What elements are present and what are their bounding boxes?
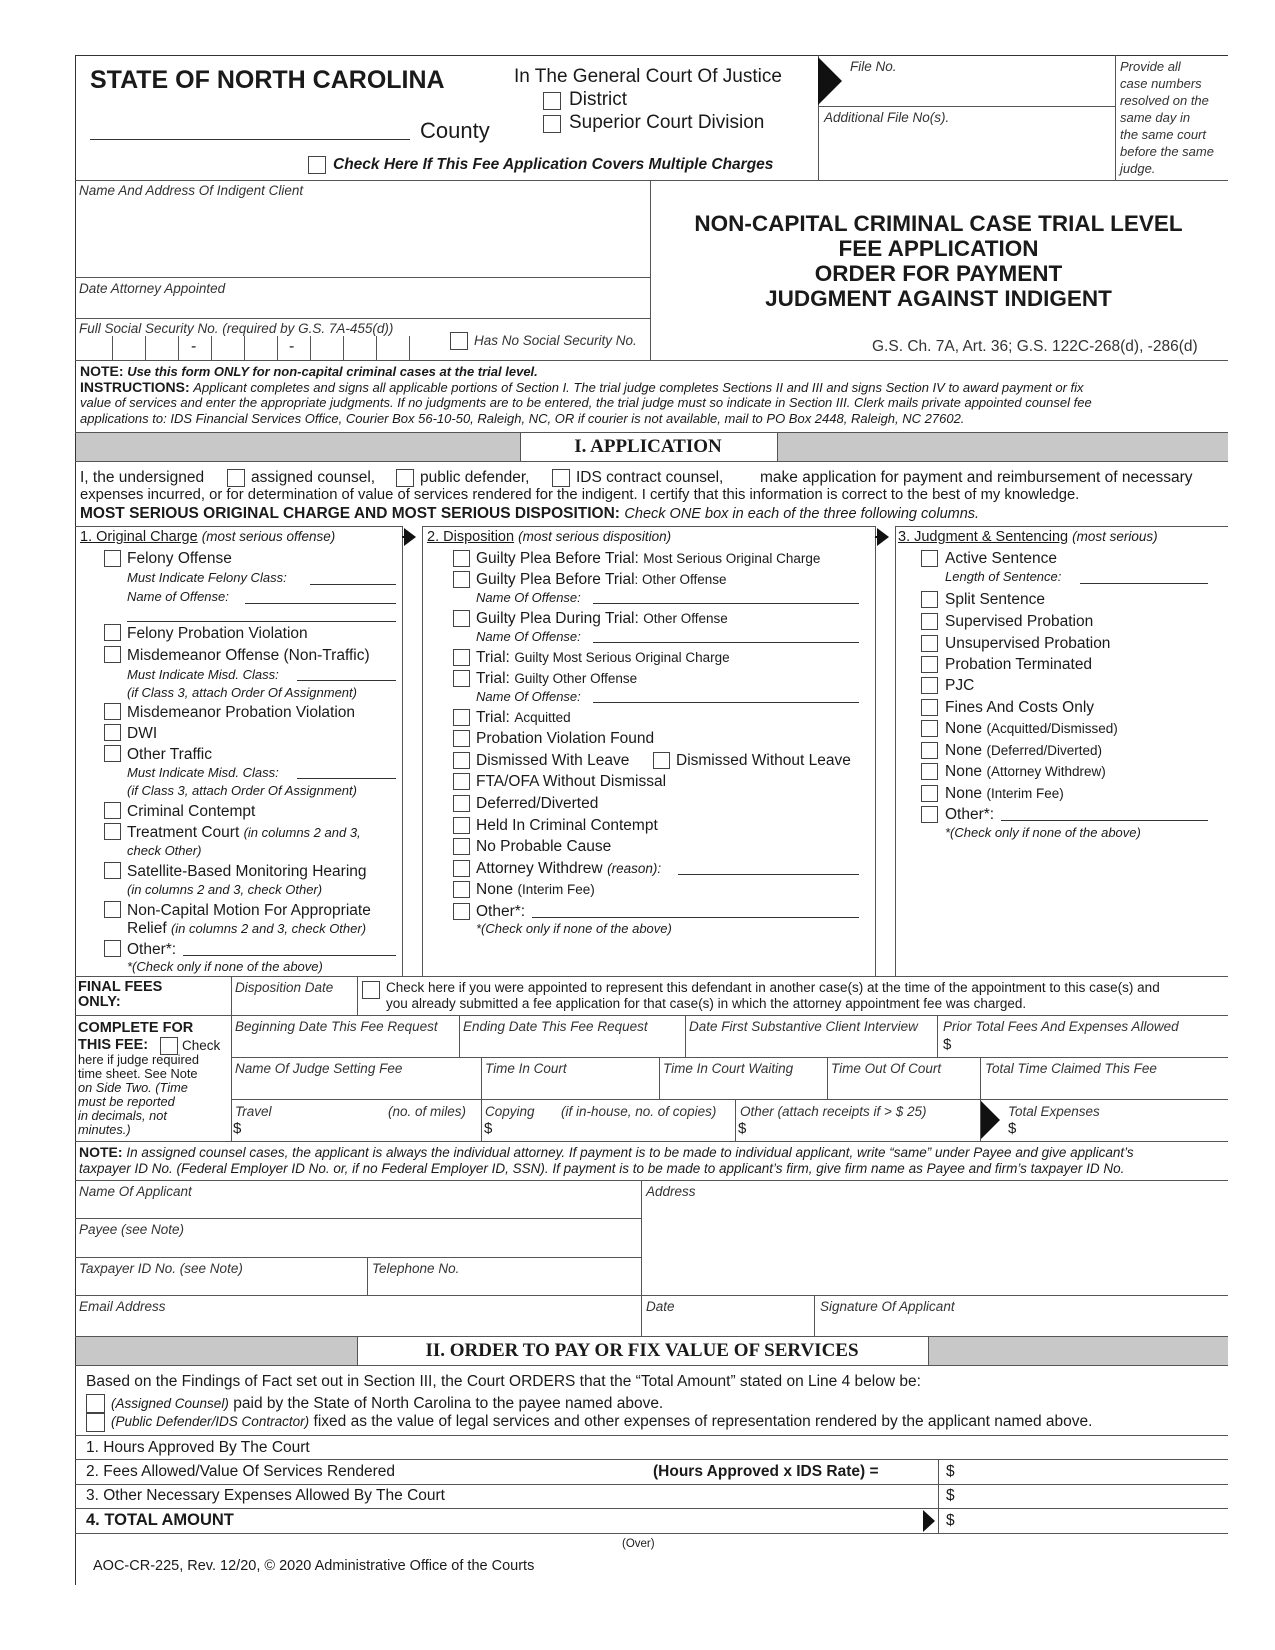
instructions: NOTE: Use this form ONLY for non-capital criminal cases at the trial level. INSTRUCTIONS: Applicant completes and signs all applicable portions of Section I. The trial judge completes Sections II and III and signs Section IV to award payment or fix value of services and enter the appropriate judgments. If no judgments are to be entered, the trial judge must so indicate in Section III. Clerk mails private appointed counsel fee applications to: IDS Financial Services Office, Courier Box 56-10-50, Raleigh, NC, OR if courier is not available, mail to PO Box 2448, Raleigh, NC 27602. [80,363,1092,426]
none-deferred-checkbox[interactable] [921,742,938,759]
ids-counsel-checkbox[interactable] [552,469,570,487]
final-fees-label: FINAL FEES ONLY: [78,979,163,1010]
superior-label: Superior Court Division [569,112,765,133]
travel-dollar: $ [233,1120,242,1137]
total-amount-label: 4. TOTAL AMOUNT [86,1511,234,1529]
signature-label: Signature Of Applicant [820,1299,955,1314]
col1-other-label: Other*: [127,941,177,958]
fees-formula: (Hours Approved x IDS Rate) = [653,1463,879,1480]
felony-probation-checkbox[interactable] [104,624,121,641]
no-ssn-checkbox[interactable] [450,332,468,350]
treatment-court-label: Treatment Court (in columns 2 and 3, [127,824,361,841]
travel-label: Travel [235,1104,272,1119]
begin-date-label: Beginning Date This Fee Request [235,1019,438,1034]
section2-title: II. ORDER TO PAY OR FIX VALUE OF SERVICES [425,1340,859,1361]
no-probable-cause-checkbox[interactable] [453,838,470,855]
held-contempt-checkbox[interactable] [453,817,470,834]
total-exp-label: Total Expenses [1008,1104,1100,1119]
dismissed-without-leave-label: Dismissed Without Leave [676,752,851,769]
miles-label: (no. of miles) [388,1104,467,1119]
total-amount-dollar: $ [946,1512,955,1529]
email-label: Email Address [79,1299,166,1314]
treatment-court-note: check Other) [127,843,202,858]
payee-label: Payee (see Note) [79,1222,185,1237]
other-case-checkbox[interactable] [362,981,380,999]
client-name-field[interactable] [76,200,649,276]
file-arrow-icon [818,57,842,105]
mar-label: Non-Capital Motion For Appropriate [127,902,371,919]
end-date-label: Ending Date This Fee Request [463,1019,648,1034]
most-serious-heading: MOST SERIOUS ORIGINAL CHARGE AND MOST SERIOUS DISPOSITION: Check ONE box in each of the three following columns. [80,505,980,522]
supervised-probation-label: Supervised Probation [945,613,1094,630]
supervised-probation-checkbox[interactable] [921,613,938,630]
trial-guilty-other-label: Trial: Guilty Other Offense [476,670,638,687]
statute-citation: G.S. Ch. 7A, Art. 36; G.S. 122C-268(d), -286(d) [872,338,1198,355]
deferred-label: Deferred/Diverted [476,795,599,812]
col1-other-note: *(Check only if none of the above) [127,959,323,974]
other-traffic-label: Other Traffic [127,746,212,763]
other-expenses-dollar: $ [946,1487,955,1504]
split-sentence-checkbox[interactable] [921,591,938,608]
col3-heading: 3. Judgment & Sentencing [898,529,1069,545]
misdemeanor-label: Misdemeanor Offense (Non-Traffic) [127,647,370,664]
judge-name-label: Name Of Judge Setting Fee [235,1061,403,1076]
intro-undersigned: I, the undersigned [80,469,205,486]
misd-probation-checkbox[interactable] [104,703,121,720]
section1-title: I. APPLICATION [574,436,722,457]
copying-dollar: $ [484,1120,493,1137]
misd-class-label-2: Must Indicate Misd. Class: [127,765,279,780]
intro-application: make application for payment and reimbursement of necessary [760,469,1193,486]
findings-text: Based on the Findings of Fact set out in Section III, the Court ORDERS that the “Total Amount” stated on Line 4 below be: [86,1373,921,1390]
complete-for-label: COMPLETE FOR [78,1020,194,1036]
public-defender-checkbox[interactable] [396,469,414,487]
fines-costs-checkbox[interactable] [921,699,938,716]
col2-none-label: None (Interim Fee) [476,881,595,898]
applicant-name-label: Name Of Applicant [79,1184,192,1199]
col3-other-label: Other*: [945,806,995,823]
total-time-label: Total Time Claimed This Fee [985,1061,1157,1076]
unsupervised-probation-checkbox[interactable] [921,635,938,652]
multiple-charges-checkbox[interactable] [308,156,326,174]
criminal-contempt-label: Criminal Contempt [127,803,256,820]
mar-label-2: Relief (in columns 2 and 3, check Other) [127,920,367,937]
col2-other-label: Other*: [476,903,526,920]
this-fee-label: THIS FEE: [78,1037,149,1053]
first-interview-label: Date First Substantive Client Interview [689,1019,918,1034]
none-deferred-label: None (Deferred/Diverted) [945,742,1103,759]
time-court-label: Time In Court [485,1061,567,1076]
assigned-counsel-checkbox[interactable] [227,469,245,487]
col2-heading: 2. Disposition [427,529,515,545]
district-checkbox[interactable] [543,92,561,110]
active-sentence-label: Active Sentence [945,550,1058,567]
county-label: County [420,118,490,143]
fta-checkbox[interactable] [453,773,470,790]
pd-order-checkbox[interactable] [86,1413,105,1432]
form-title: NON-CAPITAL CRIMINAL CASE TRIAL LEVEL FEE APPLICATION ORDER FOR PAYMENT JUDGMENT AGAINST INDIGENT [694,211,1183,311]
none-acquitted-label: None (Acquitted/Dismissed) [945,720,1118,737]
col2-other-checkbox[interactable] [453,903,470,920]
class3-note: (if Class 3, attach Order Of Assignment) [127,685,357,700]
guilty-plea-before-other-label: Guilty Plea Before Trial: Other Offense [476,571,727,588]
misdemeanor-checkbox[interactable] [104,646,121,663]
none-acquitted-checkbox[interactable] [921,720,938,737]
col2-other-note: *(Check only if none of the above) [476,921,672,936]
satellite-note: (in columns 2 and 3, check Other) [127,882,323,897]
name-offense-label-3: Name Of Offense: [476,689,581,704]
public-defender-label: public defender, [420,469,530,486]
dwi-label: DWI [127,725,158,742]
held-contempt-label: Held In Criminal Contempt [476,817,658,834]
other-traffic-checkbox[interactable] [104,745,121,762]
col3-other-note: *(Check only if none of the above) [945,825,1141,840]
trial-acquitted-checkbox[interactable] [453,709,470,726]
dismissed-with-leave-checkbox[interactable] [453,752,470,769]
guilty-plea-before-most-checkbox[interactable] [453,550,470,567]
time-out-label: Time Out Of Court [831,1061,942,1076]
fines-costs-label: Fines And Costs Only [945,699,1095,716]
form-id: AOC-CR-225, Rev. 12/20, © 2020 Administrative Office of the Courts [93,1558,535,1574]
over-label: (Over) [622,1538,655,1550]
district-label: District [569,89,628,110]
state-title: STATE OF NORTH CAROLINA [90,66,445,94]
guilty-plea-before-other-checkbox[interactable] [453,571,470,588]
guilty-plea-before-most-label: Guilty Plea Before Trial: Most Serious Original Charge [476,550,821,567]
assigned-counsel-label: assigned counsel, [251,469,376,486]
deferred-checkbox[interactable] [453,795,470,812]
criminal-contempt-checkbox[interactable] [104,802,121,819]
trial-acquitted-label: Trial: Acquitted [476,709,571,726]
other-exp-label: Other (attach receipts if > $ 25) [740,1104,927,1119]
date-appointed-label: Date Attorney Appointed [79,281,226,296]
probation-found-checkbox[interactable] [453,730,470,747]
probation-terminated-checkbox[interactable] [921,656,938,673]
col1-other-checkbox[interactable] [104,940,121,957]
intro-certify: expenses incurred, or for determination of value of services rendered for the indigent. I certify that this information is correct to the best of my knowledge. [80,487,1080,503]
none-interim-checkbox[interactable] [921,785,938,802]
telephone-label: Telephone No. [372,1261,460,1276]
pd-order-label: (Public Defender/IDS Contractor) fixed as the value of legal services and other expenses of representation rendered by the applicant named above. [111,1413,1093,1430]
fees-allowed-label: 2. Fees Allowed/Value Of Services Rendered [86,1463,396,1480]
unsupervised-probation-label: Unsupervised Probation [945,635,1111,652]
other-case-note-2: you already submitted a fee application for that case(s) in which the attorney appointment fee was charged. [386,996,1027,1011]
payee-note: NOTE: In assigned counsel cases, the applicant is always the individual attorney. If payment is to be made to individual applicant, write “same” under Payee and give applicant’s taxpayer ID No. (Federal Employer ID No. or, if no Federal Employer ID, SSN). If payment is to be made to applicant’s firm, give firm name as Payee and firm’s taxpayer ID No. [79,1144,1134,1176]
disposition-date-label: Disposition Date [235,980,334,995]
provide-note: Provide all case numbers resolved on the same day in the same court before the same judge. [1120,59,1214,176]
hours-approved-label: 1. Hours Approved By The Court [86,1439,310,1456]
col3-other-checkbox[interactable] [921,806,938,823]
date-label: Date [646,1299,675,1314]
none-interim-label: None (Interim Fee) [945,785,1064,802]
guilty-plea-during-checkbox[interactable] [453,610,470,627]
dismissed-without-leave-checkbox[interactable] [653,752,670,769]
time-sheet-note: here if judge required time sheet. See Note on Side Two. (Time must be reported in decimals, not minutes.) [78,1052,199,1137]
multiple-charges-label: Check Here If This Fee Application Covers Multiple Charges [333,156,774,173]
ssn-label: Full Social Security No. (required by G.S. 7A-455(d)) [79,321,394,336]
total-exp-arrow-icon [981,1101,1000,1139]
felony-offense-label: Felony Offense [127,550,232,567]
additional-file-label: Additional File No(s). [824,110,950,125]
length-sentence-label: Length of Sentence: [945,569,1062,584]
check-label: Check [182,1038,221,1053]
felony-offense-checkbox[interactable] [104,550,121,567]
no-ssn-label: Has No Social Security No. [474,333,637,348]
probation-terminated-label: Probation Terminated [945,656,1093,673]
prior-total-dollar: $ [943,1036,952,1053]
guilty-plea-during-label: Guilty Plea During Trial: Other Offense [476,610,728,627]
col1-heading: 1. Original Charge [80,529,198,545]
trial-guilty-most-checkbox[interactable] [453,649,470,666]
dismissed-with-leave-label: Dismissed With Leave [476,752,630,769]
fta-label: FTA/OFA Without Dismissal [476,773,667,790]
misd-class-label: Must Indicate Misd. Class: [127,667,279,682]
name-offense-label-1: Name Of Offense: [476,590,581,605]
superior-checkbox[interactable] [543,115,561,133]
pjc-label: PJC [945,677,975,694]
mar-checkbox[interactable] [104,901,121,918]
address-label: Address [646,1184,696,1199]
other-case-note: Check here if you were appointed to represent this defendant in another case(s) at the time of the appointment to this case(s) and [386,980,1160,995]
pjc-checkbox[interactable] [921,677,938,694]
total-exp-dollar: $ [1008,1120,1017,1137]
active-sentence-checkbox[interactable] [921,550,938,567]
none-withdrew-checkbox[interactable] [921,763,938,780]
time-waiting-label: Time In Court Waiting [663,1061,794,1076]
fees-dollar: $ [946,1463,955,1480]
class3-note-2: (if Class 3, attach Order Of Assignment) [127,783,357,798]
prior-total-label: Prior Total Fees And Expenses Allowed [943,1019,1179,1034]
misd-probation-label: Misdemeanor Probation Violation [127,704,356,721]
taxpayer-label: Taxpayer ID No. (see Note) [79,1261,243,1276]
satellite-checkbox[interactable] [104,862,121,879]
other-expenses-label: 3. Other Necessary Expenses Allowed By The Court [86,1487,445,1504]
attorney-withdrew-label: Attorney Withdrew (reason): [476,860,662,877]
other-exp-dollar: $ [738,1120,747,1137]
felony-class-label: Must Indicate Felony Class: [127,570,287,585]
satellite-label: Satellite-Based Monitoring Hearing [127,863,367,880]
offense-name-label: Name of Offense: [127,589,229,604]
assigned-counsel-order-label: (Assigned Counsel) paid by the State of North Carolina to the payee named above. [111,1395,664,1412]
ids-counsel-label: IDS contract counsel, [576,469,724,486]
treatment-court-checkbox[interactable] [104,823,121,840]
dwi-checkbox[interactable] [104,724,121,741]
copying-label: Copying [485,1104,535,1119]
file-no-label: File No. [850,59,897,74]
trial-guilty-most-label: Trial: Guilty Most Serious Original Charge [476,649,730,666]
no-probable-cause-label: No Probable Cause [476,838,612,855]
trial-guilty-other-checkbox[interactable] [453,670,470,687]
court-title: In The General Court Of Justice [514,66,782,87]
client-name-label: Name And Address Of Indigent Client [79,183,304,198]
split-sentence-label: Split Sentence [945,591,1045,608]
none-withdrew-label: None (Attorney Withdrew) [945,763,1106,780]
copies-label: (if in-house, no. of copies) [561,1104,717,1119]
name-offense-label-2: Name Of Offense: [476,629,581,644]
felony-probation-label: Felony Probation Violation [127,625,308,642]
assigned-counsel-order-checkbox[interactable] [86,1394,105,1413]
total-amount-arrow-icon [923,1510,935,1532]
attorney-withdrew-checkbox[interactable] [453,860,470,877]
probation-found-label: Probation Violation Found [476,730,655,747]
col2-none-checkbox[interactable] [453,881,470,898]
